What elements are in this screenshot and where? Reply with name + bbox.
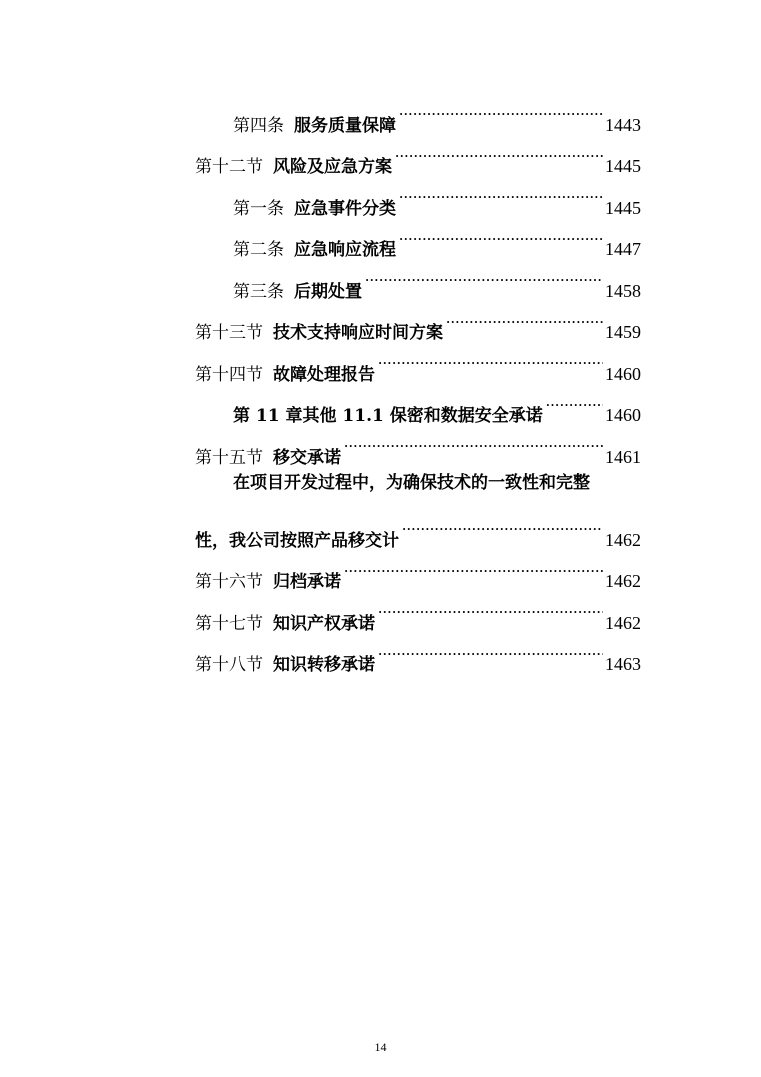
toc-entry-title: 后期处置 xyxy=(294,281,362,302)
dot-leader xyxy=(399,89,603,131)
dot-leader xyxy=(546,380,603,422)
toc-entry-title: 知识转移承诺 xyxy=(273,655,375,675)
toc-entry-page: 1463 xyxy=(605,654,641,674)
toc-entry-number: 第十八节 xyxy=(195,655,263,675)
toc-entry[interactable] xyxy=(195,89,641,136)
toc-entry-page: 1462 xyxy=(605,571,641,591)
toc-entry-page: 1461 xyxy=(605,446,641,467)
dot-leader xyxy=(365,255,603,297)
toc-entry-title: 移交承诺 xyxy=(273,447,341,468)
toc-entry-title: 性，我公司按照产品移交计 xyxy=(195,530,399,551)
toc-entry-number: 第二条 xyxy=(233,240,284,260)
toc-entry-number: 第十五节 xyxy=(195,447,263,468)
dot-leader xyxy=(402,504,603,546)
table-of-contents xyxy=(195,89,641,675)
toc-entry-number: 第十六节 xyxy=(195,572,263,592)
toc-entry-title: 应急事件分类 xyxy=(294,198,396,219)
toc-entry-number: 第十七节 xyxy=(195,613,263,634)
toc-entry-page: 1459 xyxy=(605,322,641,342)
toc-entry-number: 第十二节 xyxy=(195,157,263,177)
toc-entry-page: 1460 xyxy=(605,405,641,425)
dot-leader xyxy=(378,629,603,671)
toc-entry-number: 第十四节 xyxy=(195,364,263,385)
toc-entry-title: 应急响应流程 xyxy=(294,240,396,260)
dot-leader xyxy=(399,172,603,214)
page-number: 14 xyxy=(374,1040,387,1054)
toc-entry-number: 第四条 xyxy=(233,115,284,136)
dot-leader xyxy=(378,587,603,629)
page-footer xyxy=(0,1040,761,1055)
toc-entry-title: 知识产权承诺 xyxy=(273,613,375,634)
dot-leader xyxy=(378,338,603,380)
toc-entry-page: 1445 xyxy=(605,156,641,176)
dot-leader xyxy=(344,421,603,463)
toc-entry-page: 1458 xyxy=(605,280,641,301)
toc-entry-title: 技术支持响应时间方案 xyxy=(273,323,443,343)
toc-entry-title: 风险及应急方案 xyxy=(273,157,392,177)
toc-entry-page: 1447 xyxy=(605,239,641,259)
toc-entry-number: 第一条 xyxy=(233,198,284,219)
toc-entry[interactable] xyxy=(195,504,641,551)
toc-entry-page: 1443 xyxy=(605,114,641,135)
dot-leader xyxy=(395,131,603,173)
dot-leader xyxy=(399,214,603,256)
toc-entry-title: 服务质量保障 xyxy=(294,115,396,136)
toc-entry-number: 第三条 xyxy=(233,281,284,302)
dot-leader xyxy=(344,546,603,588)
toc-entry-page: 1445 xyxy=(605,197,641,218)
toc-entry-number: 第十三节 xyxy=(195,323,263,343)
toc-wrapped-line: 在项目开发过程中，为确保技术的一致性和完整 xyxy=(233,472,590,493)
dot-leader xyxy=(446,297,603,339)
toc-entry-title: 归档承诺 xyxy=(273,572,341,592)
toc-entry-page: 1460 xyxy=(605,363,641,384)
toc-entry-page: 1462 xyxy=(605,529,641,550)
toc-entry-title: 第 11 章其他 11.1 保密和数据安全承诺 xyxy=(233,406,543,426)
toc-entry-title: 故障处理报告 xyxy=(273,364,375,385)
toc-entry-page: 1462 xyxy=(605,612,641,633)
